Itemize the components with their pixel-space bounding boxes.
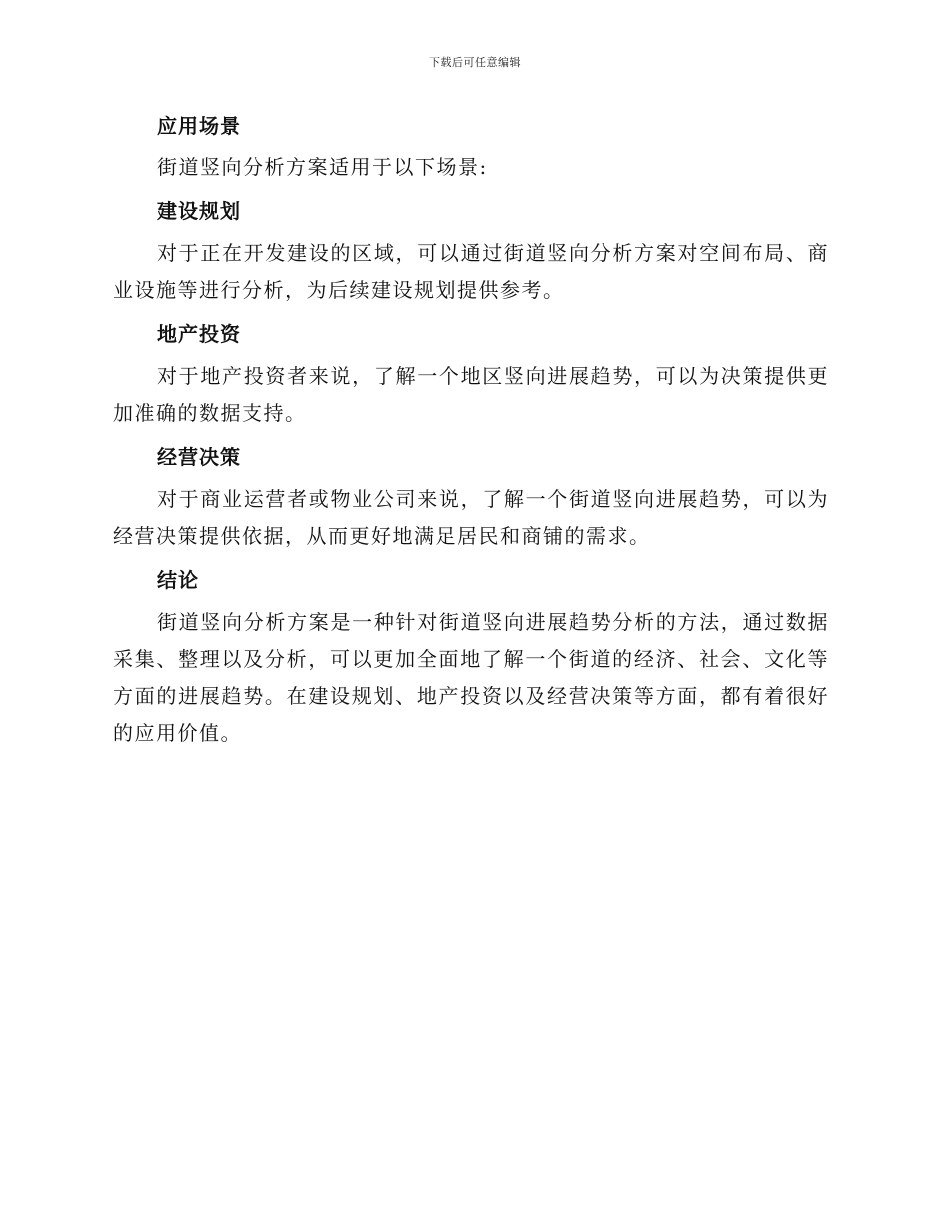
page-header: 下载后可任意编辑 (429, 56, 521, 69)
section-heading-business-decisions: 经营决策 (157, 445, 241, 469)
section-paragraph-business-decisions: 对于商业运营者或物业公司来说，了解一个街道竖向进展趋势，可以为经营决策提供依据，从而更好地满足居民和商铺的需求。 (113, 487, 829, 548)
section-paragraph-conclusion: 街道竖向分析方案是一种针对街道竖向进展趋势分析的方法，通过数据采集、整理以及分析，可以更加全面地了解一个街道的经济、社会、文化等方面的进展趋势。在建设规划、地产投资以及经营决策等方面，都有着很好的应用价值。 (113, 610, 829, 745)
section-paragraph-construction-planning: 对于正在开发建设的区域，可以通过街道竖向分析方案对空间布局、商业设施等进行分析，为后续建设规划提供参考。 (113, 241, 829, 302)
section-heading-application-scenes: 应用场景 (157, 114, 241, 138)
section-paragraph-application-scenes: 街道竖向分析方案适用于以下场景: (157, 155, 488, 179)
section-heading-real-estate-investment: 地产投资 (157, 322, 241, 346)
section-heading-conclusion: 结论 (157, 568, 199, 592)
section-paragraph-real-estate-investment: 对于地产投资者来说，了解一个地区竖向进展趋势，可以为决策提供更加准确的数据支持。 (113, 364, 829, 425)
document-body (113, 112, 829, 752)
section-heading-construction-planning: 建设规划 (157, 199, 241, 223)
